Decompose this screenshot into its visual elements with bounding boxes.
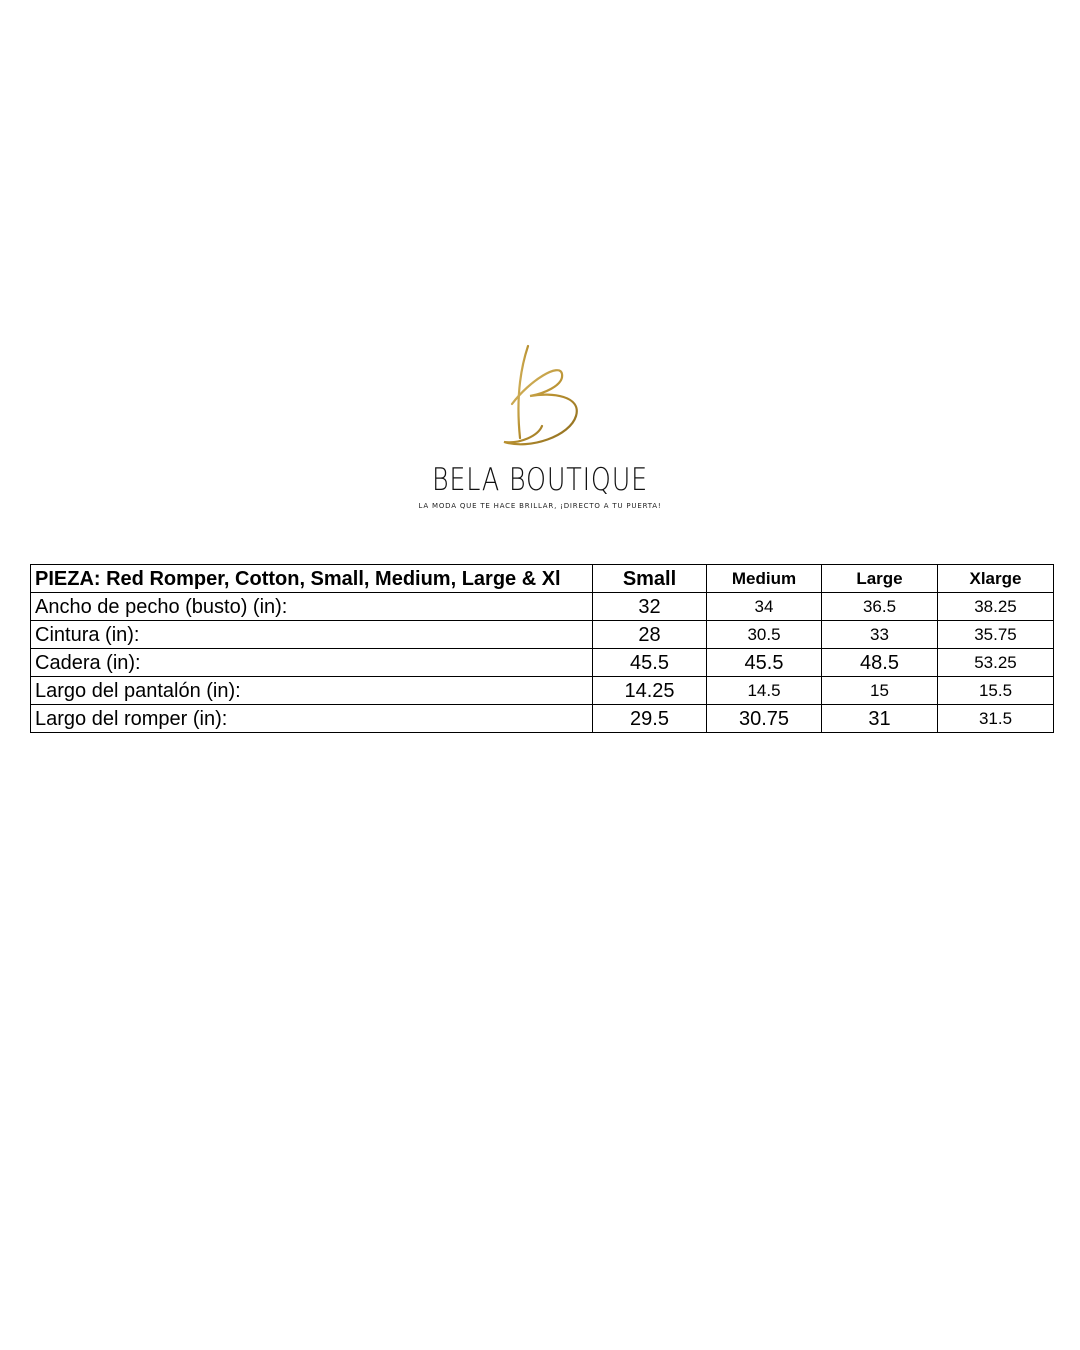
column-header-xlarge: Xlarge xyxy=(938,565,1054,593)
table-row xyxy=(31,649,1054,677)
cell-value: 29.5 xyxy=(593,705,707,733)
cell-value: 38.25 xyxy=(938,593,1054,621)
column-header-small: Small xyxy=(593,565,707,593)
table-header-row xyxy=(31,565,1054,593)
row-label: Cintura (in): xyxy=(31,621,593,649)
cell-value: 30.75 xyxy=(707,705,822,733)
cell-value: 33 xyxy=(822,621,938,649)
brand-logo xyxy=(0,340,1080,510)
cell-value: 48.5 xyxy=(822,649,938,677)
cell-value: 28 xyxy=(593,621,707,649)
cell-value: 14.25 xyxy=(593,677,707,705)
cell-value: 45.5 xyxy=(593,649,707,677)
row-label: Cadera (in): xyxy=(31,649,593,677)
cell-value: 36.5 xyxy=(822,593,938,621)
size-chart-table xyxy=(30,564,1054,733)
row-label: Ancho de pecho (busto) (in): xyxy=(31,593,593,621)
size-chart-title: PIEZA: Red Romper, Cotton, Small, Medium, Large & Xl xyxy=(31,565,593,593)
table-row xyxy=(31,621,1054,649)
row-label: Largo del romper (in): xyxy=(31,705,593,733)
column-header-medium: Medium xyxy=(707,565,822,593)
cell-value: 31 xyxy=(822,705,938,733)
table-row xyxy=(31,705,1054,733)
cell-value: 53.25 xyxy=(938,649,1054,677)
cell-value: 14.5 xyxy=(707,677,822,705)
cell-value: 34 xyxy=(707,593,822,621)
cell-value: 30.5 xyxy=(707,621,822,649)
table-row xyxy=(31,677,1054,705)
cell-value: 35.75 xyxy=(938,621,1054,649)
cell-value: 45.5 xyxy=(707,649,822,677)
monogram-b-logo-icon xyxy=(490,340,590,452)
cell-value: 15 xyxy=(822,677,938,705)
cell-value: 15.5 xyxy=(938,677,1054,705)
cell-value: 32 xyxy=(593,593,707,621)
column-header-large: Large xyxy=(822,565,938,593)
cell-value: 31.5 xyxy=(938,705,1054,733)
table-row xyxy=(31,593,1054,621)
row-label: Largo del pantalón (in): xyxy=(31,677,593,705)
brand-name: BELA BOUTIQUE xyxy=(431,462,649,498)
brand-tagline: LA MODA QUE TE HACE BRILLAR, ¡DIRECTO A TU PUERTA! xyxy=(418,502,662,510)
